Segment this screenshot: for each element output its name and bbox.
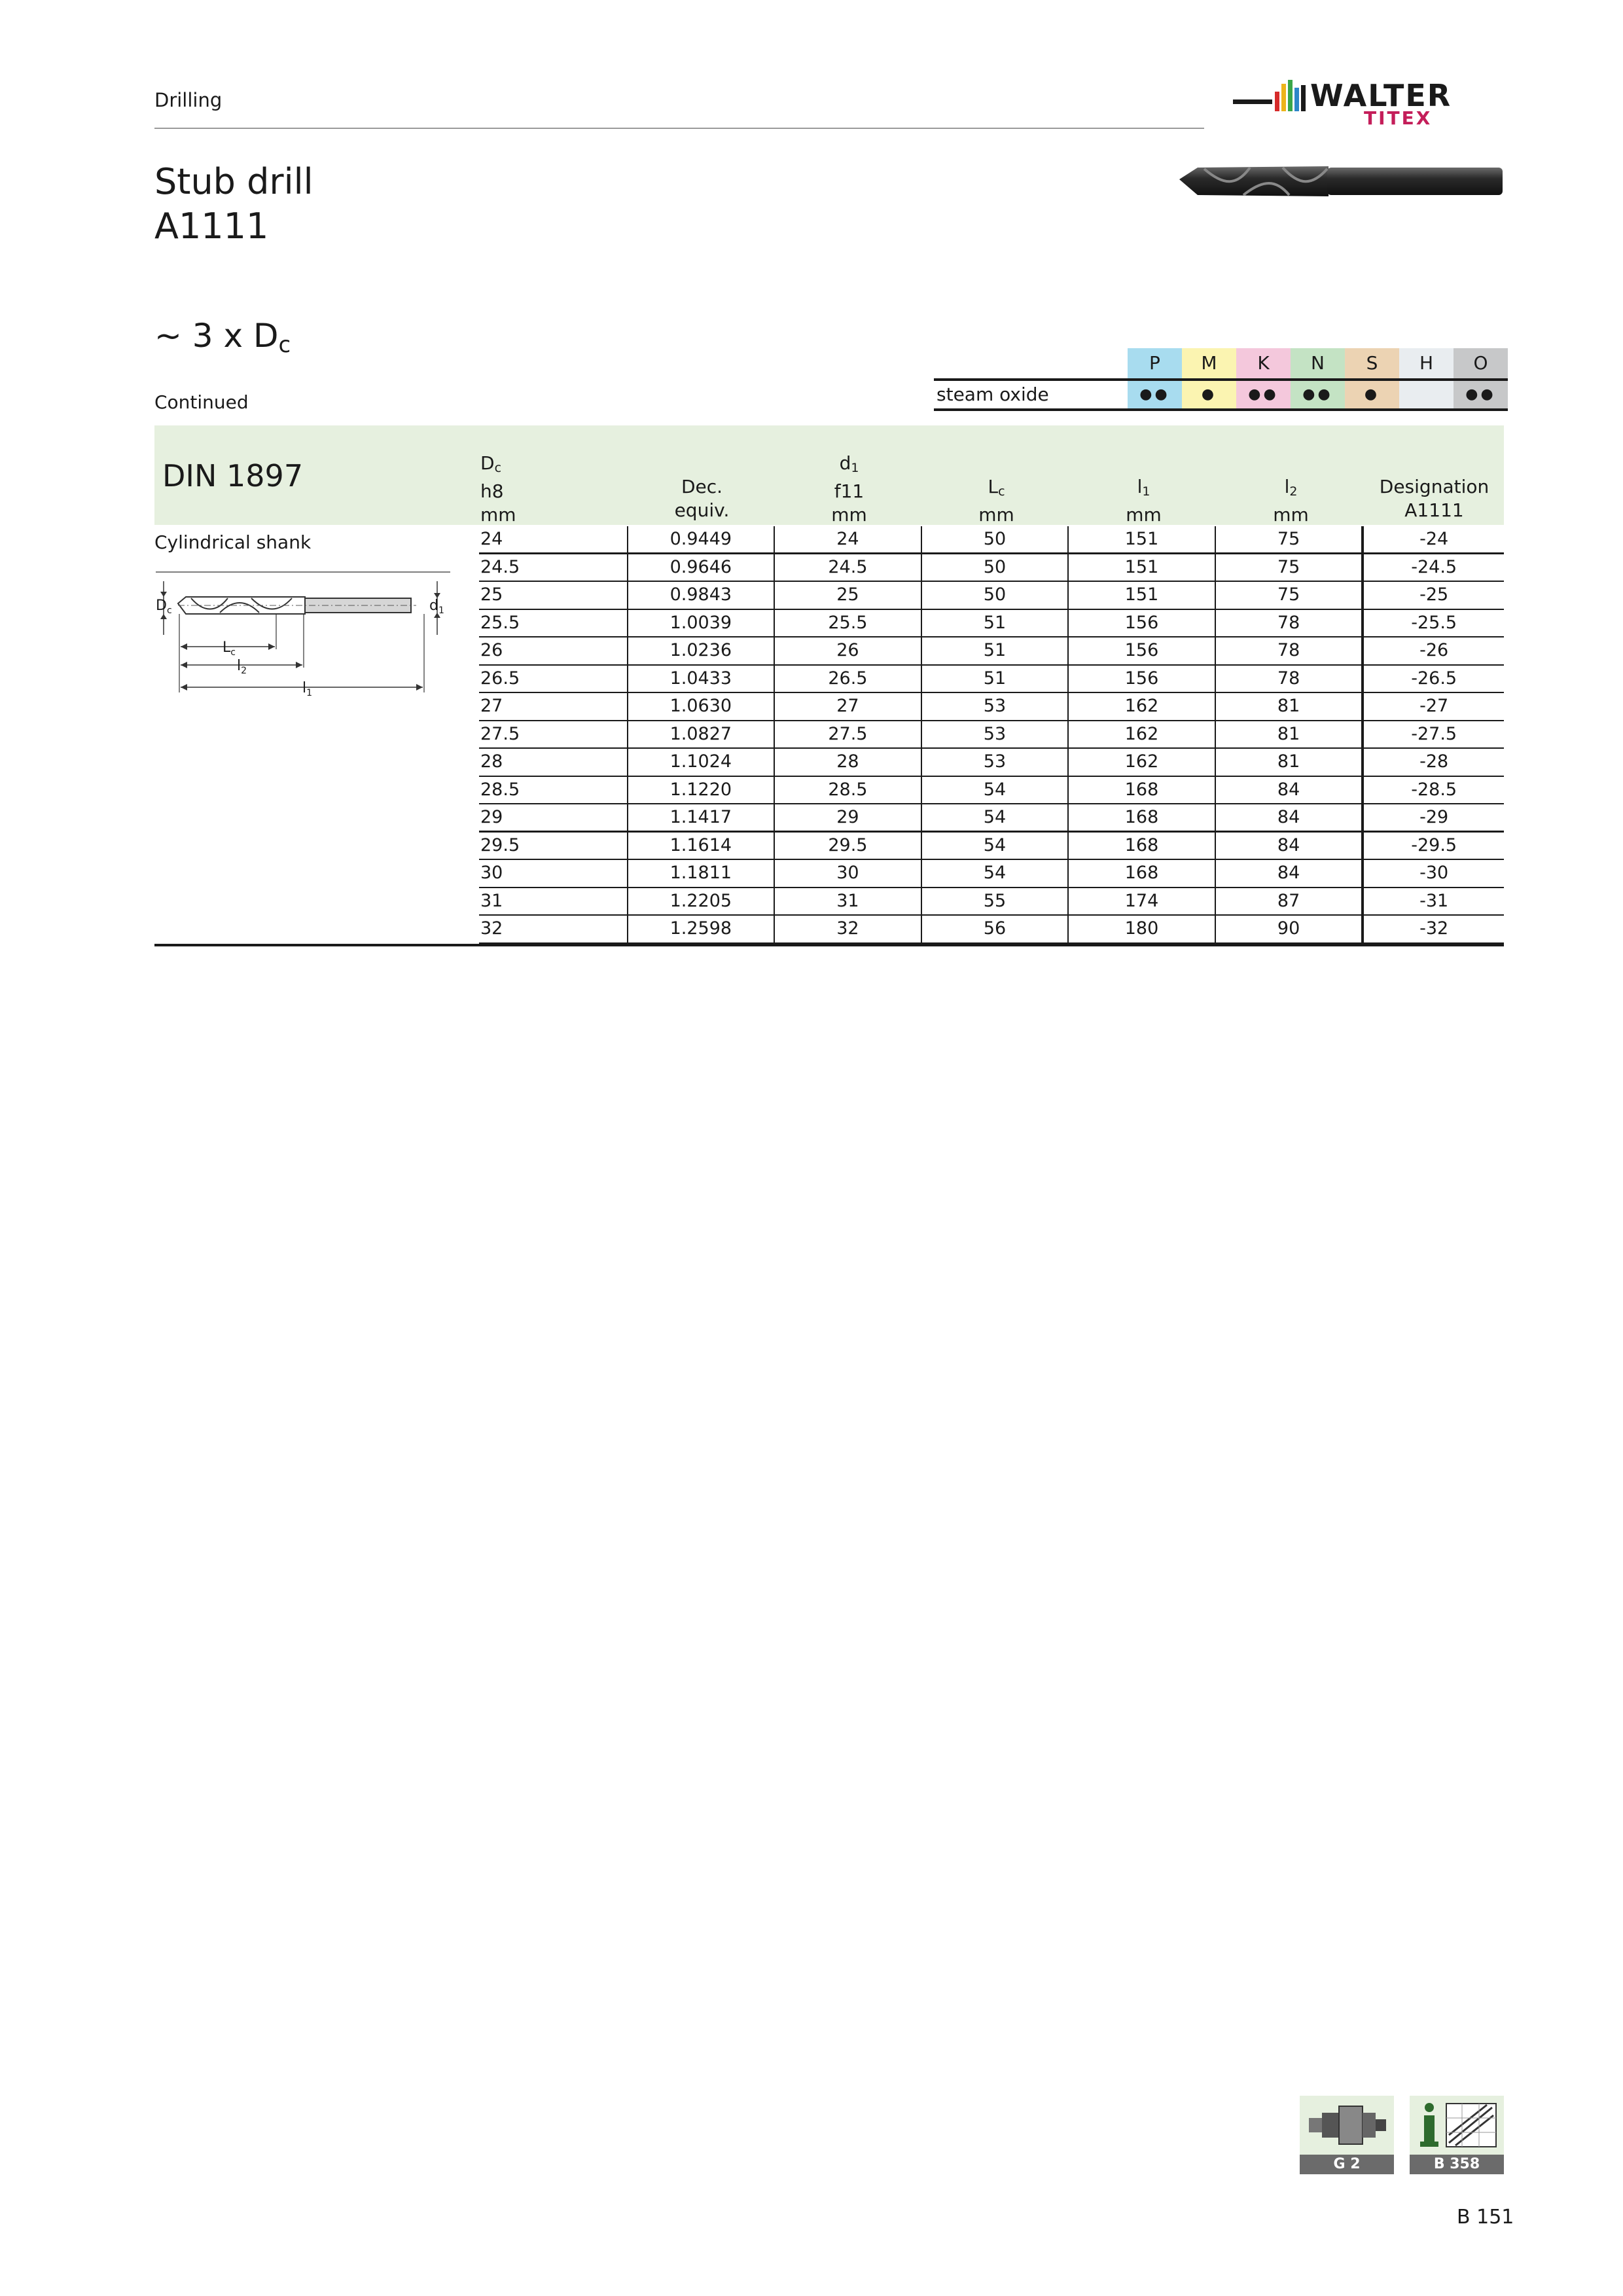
table-cell: 28 [479,749,628,776]
table-cell: 50 [922,582,1069,609]
table-cell: 29 [479,804,628,831]
table-cell: 156 [1069,610,1216,637]
table-cell: 168 [1069,804,1216,831]
table-cell: 24.5 [479,554,628,581]
table-row [479,749,1504,777]
diagram-label-l2: $l_2$ [237,658,247,676]
table-cell: 1.1220 [628,777,776,804]
material-m: M [1182,348,1236,378]
table-cell: 24 [775,526,922,552]
table-cell: 168 [1069,777,1216,804]
table-cell: 32 [775,916,922,942]
table-row [479,860,1504,888]
table-cell: -29 [1363,804,1504,831]
table-cell: 84 [1216,833,1363,859]
table-cell: 27.5 [479,721,628,748]
subtitle [154,317,291,358]
table-cell: -27 [1363,693,1504,720]
table-cell: 27 [775,693,922,720]
table-cell: 156 [1069,637,1216,664]
table-row [479,554,1504,583]
table-cell: 174 [1069,888,1216,915]
table-cell: 1.2598 [628,916,776,942]
table-cell: 87 [1216,888,1363,915]
table-cell: 29.5 [479,833,628,859]
table-cell: 26.5 [479,666,628,692]
col-head-dec: Dec. equiv. [674,476,730,521]
table-cell: 156 [1069,666,1216,692]
rating-n: ●● [1291,381,1345,408]
table-cell: -28 [1363,749,1504,776]
table-cell: 26 [775,637,922,664]
table-cell: 26 [479,637,628,664]
table-cell: 0.9449 [628,526,776,552]
table-cell: 25 [479,582,628,609]
rating-o: ●● [1454,381,1508,408]
badge-g2[interactable] [1300,2096,1394,2174]
table-cell: -26 [1363,637,1504,664]
table-cell: 24 [479,526,628,552]
diagram-label-d1: $d_1$ [429,598,444,616]
table-cell: 168 [1069,860,1216,887]
table-cell: 1.0630 [628,693,776,720]
table-cell: 53 [922,749,1069,776]
table-cell: 54 [922,777,1069,804]
subtitle-sub: c [278,332,291,358]
table-cell: 84 [1216,777,1363,804]
header-divider [154,128,1204,129]
diagram-label-l1: $l_1$ [302,680,313,698]
table-cell: 26.5 [775,666,922,692]
shank-label: Cylindrical shank [154,531,312,553]
table-row [479,610,1504,638]
table-cell: 54 [922,860,1069,887]
table-cell: 151 [1069,582,1216,609]
table-cell: -28.5 [1363,777,1504,804]
title-line-1: Stub drill [154,161,313,202]
table-cell: 75 [1216,582,1363,609]
material-table [934,348,1508,411]
table-cell: 1.0827 [628,721,776,748]
badge-g2-label: G 2 [1300,2155,1394,2174]
table-cell: -24.5 [1363,554,1504,581]
table-cell: 30 [479,860,628,887]
table-cell: 32 [479,916,628,942]
badge-b358[interactable] [1410,2096,1504,2174]
col-head-dc: $D_c$ h8 mm [480,452,516,526]
table-cell: 1.1024 [628,749,776,776]
table-cell: 162 [1069,749,1216,776]
table-cell: 51 [922,666,1069,692]
table-row [479,693,1504,721]
table-end-rule [154,944,1504,946]
material-o: O [1454,348,1508,378]
table-row [479,637,1504,666]
table-cell: 81 [1216,749,1363,776]
section-label: Drilling [154,89,223,111]
table-row [479,526,1504,554]
diagram-label-dc: $D_c$ [156,598,172,616]
table-cell: -26.5 [1363,666,1504,692]
table-cell: 55 [922,888,1069,915]
table-cell: 162 [1069,721,1216,748]
table-cell: 25 [775,582,922,609]
table-cell: 28 [775,749,922,776]
stub-drill-product-image [1178,160,1505,203]
title-line-2: A1111 [154,206,269,247]
table-row [479,666,1504,694]
table-cell: -27.5 [1363,721,1504,748]
table-cell: 75 [1216,526,1363,552]
logo-brand-sub: TITEX [1364,107,1433,129]
material-n: N [1291,348,1345,378]
material-header-row [934,348,1508,378]
standard-label: DIN 1897 [162,458,304,493]
table-cell: 53 [922,693,1069,720]
table-cell: 27.5 [775,721,922,748]
table-cell: 0.9646 [628,554,776,581]
dimensions-table [479,526,1504,944]
material-p: P [1128,348,1182,378]
coating-label: steam oxide [936,384,1049,405]
table-cell: 31 [479,888,628,915]
table-cell: 168 [1069,833,1216,859]
table-cell: 56 [922,916,1069,942]
diagram-label-lc: $L_c$ [223,639,236,658]
material-h: H [1399,348,1454,378]
table-cell: 78 [1216,610,1363,637]
continued-label: Continued [154,391,249,413]
material-k: K [1236,348,1291,378]
table-cell: 1.0236 [628,637,776,664]
table-cell: 180 [1069,916,1216,942]
table-cell: 1.2205 [628,888,776,915]
col-head-l1: $l_1$ mm [1126,476,1162,526]
table-cell: -31 [1363,888,1504,915]
table-cell: 27 [479,693,628,720]
table-cell: 0.9843 [628,582,776,609]
table-cell: -29.5 [1363,833,1504,859]
subtitle-prefix: ~ 3 x D [154,317,279,355]
table-cell: 54 [922,804,1069,831]
table-cell: 53 [922,721,1069,748]
table-cell: 1.1811 [628,860,776,887]
drill-dimension-diagram [154,568,455,699]
table-cell: -25 [1363,582,1504,609]
table-cell: 1.1417 [628,804,776,831]
table-cell: 28.5 [775,777,922,804]
table-cell: 25.5 [775,610,922,637]
table-cell: 51 [922,610,1069,637]
table-cell: 50 [922,554,1069,581]
table-cell: 29 [775,804,922,831]
col-head-d1: $d_1$ f11 mm [831,452,867,526]
col-head-lc: $L_c$ mm [978,476,1014,526]
page-number: B 151 [1457,2206,1514,2229]
table-cell: 81 [1216,721,1363,748]
table-cell: 75 [1216,554,1363,581]
table-row [479,804,1504,833]
table-cell: 84 [1216,804,1363,831]
col-head-designation: Designation A1111 [1379,476,1489,521]
table-row [479,833,1504,861]
badge-b358-label: B 358 [1410,2155,1504,2174]
table-cell: 25.5 [479,610,628,637]
table-cell: 151 [1069,554,1216,581]
table-cell: 151 [1069,526,1216,552]
table-cell: 1.1614 [628,833,776,859]
tool-holder-icon [1300,2096,1394,2155]
table-cell: -25.5 [1363,610,1504,637]
table-row [479,777,1504,805]
walter-titex-logo [1233,60,1508,132]
table-row [479,916,1504,944]
table-cell: -32 [1363,916,1504,942]
logo-brand-name: WALTER [1310,78,1452,113]
table-cell: 50 [922,526,1069,552]
col-head-l2: $l_2$ mm [1273,476,1309,526]
table-cell: 84 [1216,860,1363,887]
table-cell: 78 [1216,666,1363,692]
table-cell: 30 [775,860,922,887]
rating-k: ●● [1236,381,1291,408]
table-cell: 1.0039 [628,610,776,637]
info-chart-icon [1410,2096,1504,2155]
material-rating-row [934,378,1508,411]
table-cell: 51 [922,637,1069,664]
table-row [479,721,1504,749]
table-cell: -30 [1363,860,1504,887]
table-cell: 1.0433 [628,666,776,692]
table-cell: 54 [922,833,1069,859]
page-title [154,160,313,249]
rating-s: ● [1345,381,1399,408]
table-cell: 29.5 [775,833,922,859]
rating-m: ● [1182,381,1236,408]
rating-h [1399,381,1454,408]
table-cell: 31 [775,888,922,915]
table-cell: 81 [1216,693,1363,720]
rating-p: ●● [1128,381,1182,408]
table-cell: -24 [1363,526,1504,552]
table-cell: 90 [1216,916,1363,942]
table-cell: 162 [1069,693,1216,720]
table-row [479,582,1504,610]
table-cell: 24.5 [775,554,922,581]
table-row [479,888,1504,916]
table-cell: 78 [1216,637,1363,664]
material-s: S [1345,348,1399,378]
table-cell: 28.5 [479,777,628,804]
